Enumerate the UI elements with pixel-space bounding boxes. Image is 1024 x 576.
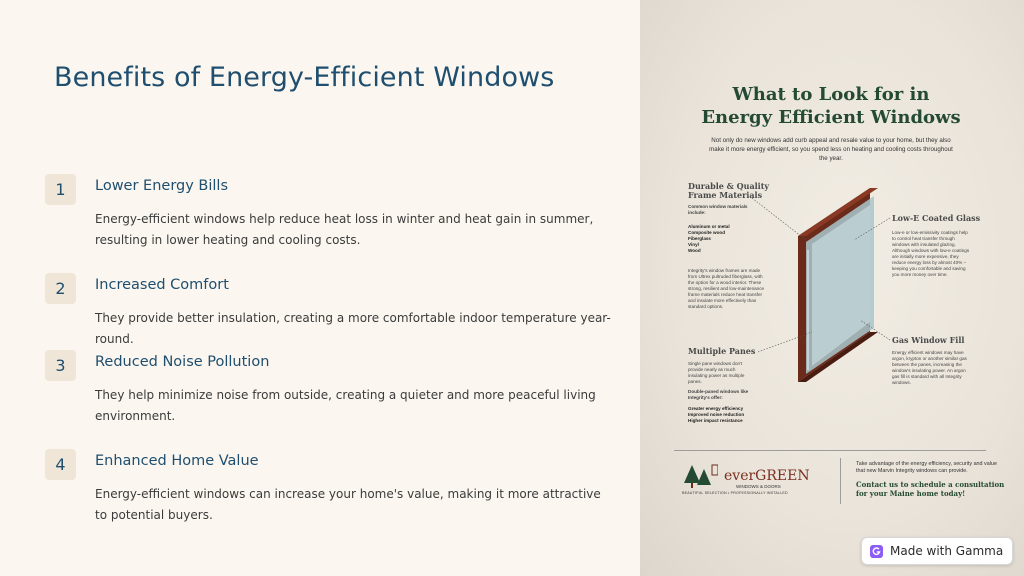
cta-bold: Contact us to schedule a consultation for your Maine home today! [856, 480, 1005, 498]
item-number: 4 [45, 449, 76, 480]
poster-subtitle: Not only do new windows add curb appeal and resale value to your home, but they also make it more energy efficient, so you spend less on heating and cooling costs throughout the year. [709, 137, 953, 162]
tree-logo-icon [682, 463, 718, 489]
panes-list: Greater energy efficiency Improved noise reduction Higher impact resistance [688, 406, 745, 423]
item-title: Lower Energy Bills [95, 178, 229, 194]
item-title: Reduced Noise Pollution [95, 354, 270, 370]
item-title: Enhanced Home Value [95, 453, 259, 469]
made-with-gamma-badge[interactable] [861, 537, 1013, 565]
window-illustration [664, 70, 998, 520]
brand-subtitle: WINDOWS & DOORS [736, 484, 781, 489]
poster-title-line2: Energy Efficient Windows [701, 107, 961, 128]
item-description: Energy-efficient windows help reduce heat loss in winter and heat gain in summer, resulting in lower heating and cooling costs. [95, 212, 594, 247]
frame-text: Integrity's window frames are made from Ultrex pultruded fiberglass, with the option for a wood interior. These strong, resilient and low-maintenance frame materials reduce heat transfer and insulate more effectively than standard options. [688, 268, 765, 309]
panes-intro: Double-paned windows like Integrity's offer: [688, 389, 749, 400]
frame-intro: Common window materials include: [688, 204, 748, 215]
poster-title-line1: What to Look for in [732, 84, 930, 105]
panes-text: Single pane windows don't provide nearly as much insulating power as multiple panes. [688, 361, 745, 384]
item-title: Increased Comfort [95, 277, 229, 293]
brand-tagline: BEAUTIFUL SELECTION • PROFESSIONALLY INSTALLED [682, 491, 788, 495]
cta-text: Take advantage of the energy efficiency, security and value that new Marvin Integrity windows can provide. [856, 461, 997, 474]
frame-list: Aluminum or metal Composite wood Fiberglass Vinyl Wood [688, 224, 730, 253]
gas-text: Energy efficient windows may have argon, krypton or another similar gas between the panes, increasing the window's insulating power. An argon gas fill is standard with all Integrity windows. [892, 350, 967, 385]
item-description: They help minimize noise from outside, creating a quieter and more peaceful living environment. [95, 388, 596, 423]
item-number: 1 [45, 174, 76, 205]
infographic-image [640, 0, 1024, 576]
brand-name: everGREEN [724, 468, 810, 484]
frame-heading: Durable & Quality Frame Materials [688, 181, 770, 200]
poster-divider [674, 450, 986, 451]
panes-heading: Multiple Panes [688, 346, 756, 356]
lowe-text: Low-e or low-emissivity coatings help to control heat transfer through windows with insulated glazing. Although windows with low-e coatings are initially more expensive, they reduce energy loss by almost 40% – keeping you comfortable and saving you more money over time. [892, 230, 970, 277]
slide-title: Benefits of Energy-Efficient Windows [54, 62, 555, 93]
item-description: Energy-efficient windows can increase your home's value, making it more attractive to potential buyers. [95, 487, 601, 522]
badge-label: Made with Gamma [890, 544, 1004, 558]
gamma-logo-icon [870, 545, 883, 558]
item-description: They provide better insulation, creating a more comfortable indoor temperature year-round. [95, 311, 611, 346]
item-number: 2 [45, 273, 76, 304]
infographic-poster [664, 70, 1005, 520]
poster-vertical-divider [840, 458, 841, 504]
gas-heading: Gas Window Fill [892, 335, 965, 345]
item-number: 3 [45, 350, 76, 381]
lowe-heading: Low-E Coated Glass [892, 213, 981, 223]
